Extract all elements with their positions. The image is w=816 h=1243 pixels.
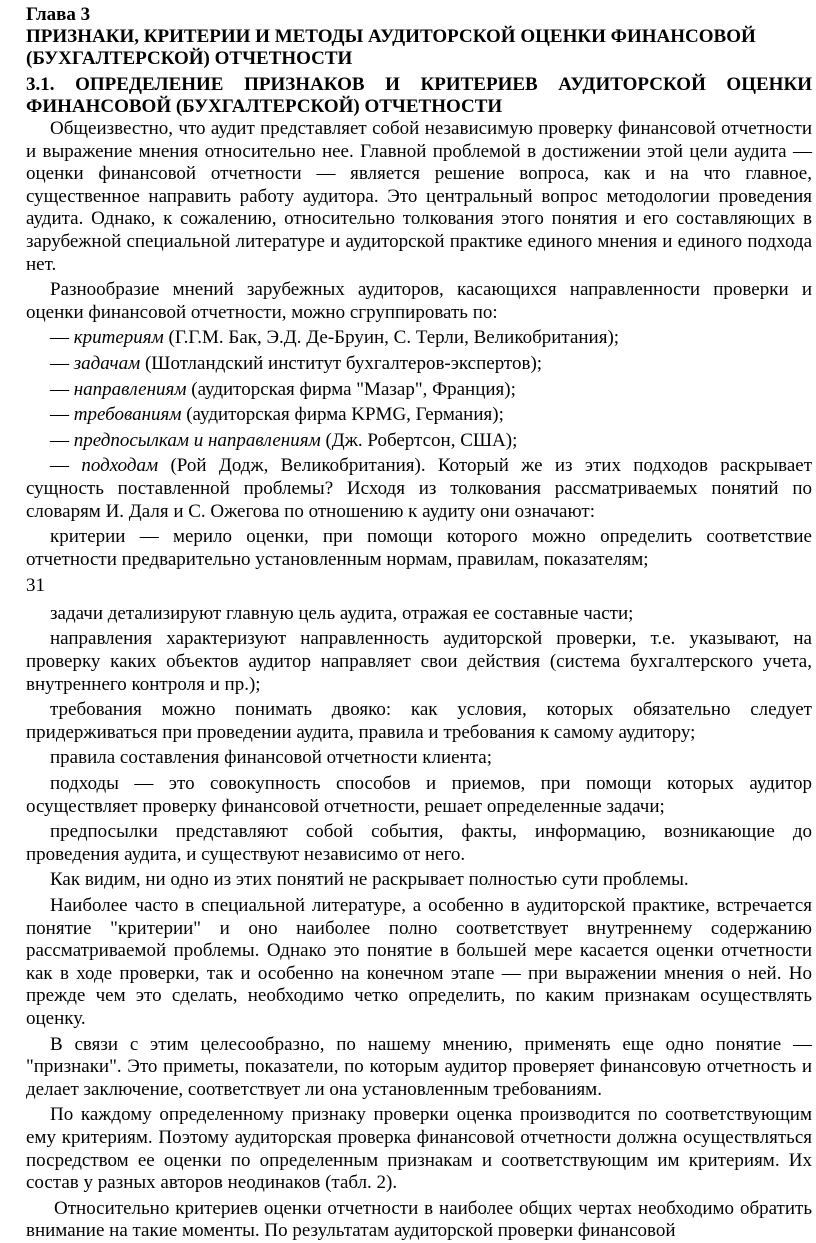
paragraph-variety: Разнообразие мнений зарубежных аудиторов, касающихся направленности проверки и оценки финансовой отчетности, можно сгруппировать по: — [26, 279, 812, 323]
paragraph-rules: правила составления финансовой отчетности клиента; — [50, 747, 492, 769]
list-dash: — — [50, 429, 74, 451]
list-term: задачам — [73, 352, 141, 374]
list-term: направлениям — [73, 378, 187, 400]
list-rest: (Рой Додж, Великобритания). Который же из этих подходов раскрывает сущность поставленной проблемы? Исходя из толкования рассматриваемых понятий по словарям И. Даля и С. Ожегова по отношению к аудиту они означают: — [26, 455, 812, 522]
list-term: требованиям — [73, 404, 182, 426]
chapter-label: Глава 3 — [26, 4, 91, 25]
list-term: подходам — [81, 455, 159, 477]
paragraph-premises-def: предпосылки представляют собой события, факты, информацию, возникающие до проведения аудита, и существуют независимо от него. — [26, 821, 812, 865]
paragraph-directions-def: направления характеризуют направленность аудиторской проверки, т.е. указывают, на проверку каких объектов аудитор направляет свои действия (система бухгалтерского учета, внутреннего контроля и пр.); — [26, 628, 812, 695]
document-page — [26, 4, 812, 1243]
list-item-directions — [26, 379, 812, 402]
list-rest: (Шотландский институт бухгалтеров-экспертов); — [140, 352, 543, 374]
paragraph-approaches-def: подходы — это совокупность способов и приемов, при помощи которых аудитор осуществляет проверку финансовой отчетности, решает определенные задачи; — [26, 773, 812, 817]
list-term: предпосылкам и направлениям — [73, 429, 321, 451]
paragraph-criteria-def: критерии — мерило оценки, при помощи которого можно определить соответствие отчетности предварительно установленным нормам, правилам, показателям; — [26, 526, 812, 570]
list-item-approaches — [26, 455, 812, 523]
paragraph-each-sign: По каждому определенному признаку проверки оценка производится по соответствующим ему критериям. Поэтому аудиторская проверка финансовой отчетности должна осуществляться посредством ее оценки по определенным признакам и соответствующим им критериям. Их состав у разных авторов неодинаков (табл. 2). — [26, 1104, 812, 1194]
list-item-criteria — [26, 327, 812, 350]
list-rest: (Г.Г.М. Бак, Э.Д. Де-Бруин, С. Терли, Великобритания); — [163, 327, 620, 349]
paragraph-conclusion: Как видим, ни одно из этих понятий не раскрывает полностью сути проблемы. — [50, 869, 689, 891]
list-term: критериям — [73, 327, 164, 349]
list-dash: — — [50, 455, 82, 477]
paragraph-tasks-def: задачи детализируют главную цель аудита, отражая ее составные части; — [50, 602, 634, 624]
section-title: 3.1. ОПРЕДЕЛЕНИЕ ПРИЗНАКОВ И КРИТЕРИЕВ АУДИТОРСКОЙ ОЦЕНКИ ФИНАНСОВОЙ (БУХГАЛТЕРСКОЙ) ОТЧЕТНОСТИ — [26, 74, 812, 117]
list-item-premises — [26, 430, 812, 453]
paragraph-intro: Общеизвестно, что аудит представляет собой независимую проверку финансовой отчетности и выражение мнения относительно нее. Главной проблемой в достижении этой цели аудита — оценки финансовой отчетности — является решение вопроса, как и на что главное, существенное направить работу аудитора. Это центральный вопрос методологии проведения аудита. Однако, к сожалению, относительно толкования этого понятия и его составляющих в зарубежной специальной литературе и аудиторской практике единого мнения и единого подхода нет. — [26, 118, 812, 275]
paragraph-last: Относительно критериев оценки отчетности в наиболее общих чертах необходимо обратить внимание на такие моменты. По результатам аудиторской проверки финансовой — [26, 1197, 812, 1242]
list-dash: — — [50, 404, 74, 426]
page-number: 31 — [26, 575, 45, 597]
list-dash: — — [50, 327, 74, 349]
paragraph-criteria-usage: Наиболее часто в специальной литературе, а особенно в аудиторской практике, встречается понятие "критерии" и оно наиболее полно соответствует внутреннему содержанию рассматриваемой проблемы. Однако это понятие в большей мере касается оценки отчетности как в ходе проверки, так и особенно на конечном этапе — при выражении мнения о ней. Но прежде чем это сделать, необходимо четко определить, по каким признакам осуществлять оценку. — [26, 895, 812, 1029]
list-rest: (аудиторская фирма "Мазар", Франция); — [186, 378, 516, 400]
paragraph-requirements-def: требования можно понимать двояко: как условия, которых обязательно следует придерживаться при проведении аудита, правила и требования к самому аудитору; — [26, 699, 812, 743]
list-item-tasks — [26, 353, 812, 376]
paragraph-signs: В связи с этим целесообразно, по нашему мнению, применять еще одно понятие — "признаки". Это приметы, показатели, по которым аудитор проверяет финансовую отчетность и делает заключение, соответствует ли она установленным требованиям. — [26, 1033, 812, 1100]
list-rest: (аудиторская фирма KPMG, Германия); — [181, 404, 504, 426]
list-dash: — — [50, 378, 74, 400]
list-item-requirements — [26, 404, 812, 427]
chapter-title: ПРИЗНАКИ, КРИТЕРИИ И МЕТОДЫ АУДИТОРСКОЙ ОЦЕНКИ ФИНАНСОВОЙ (БУХГАЛТЕРСКОЙ) ОТЧЕТНОСТИ — [26, 26, 756, 69]
list-dash: — — [50, 352, 74, 374]
list-rest: (Дж. Робертсон, США); — [320, 429, 518, 451]
